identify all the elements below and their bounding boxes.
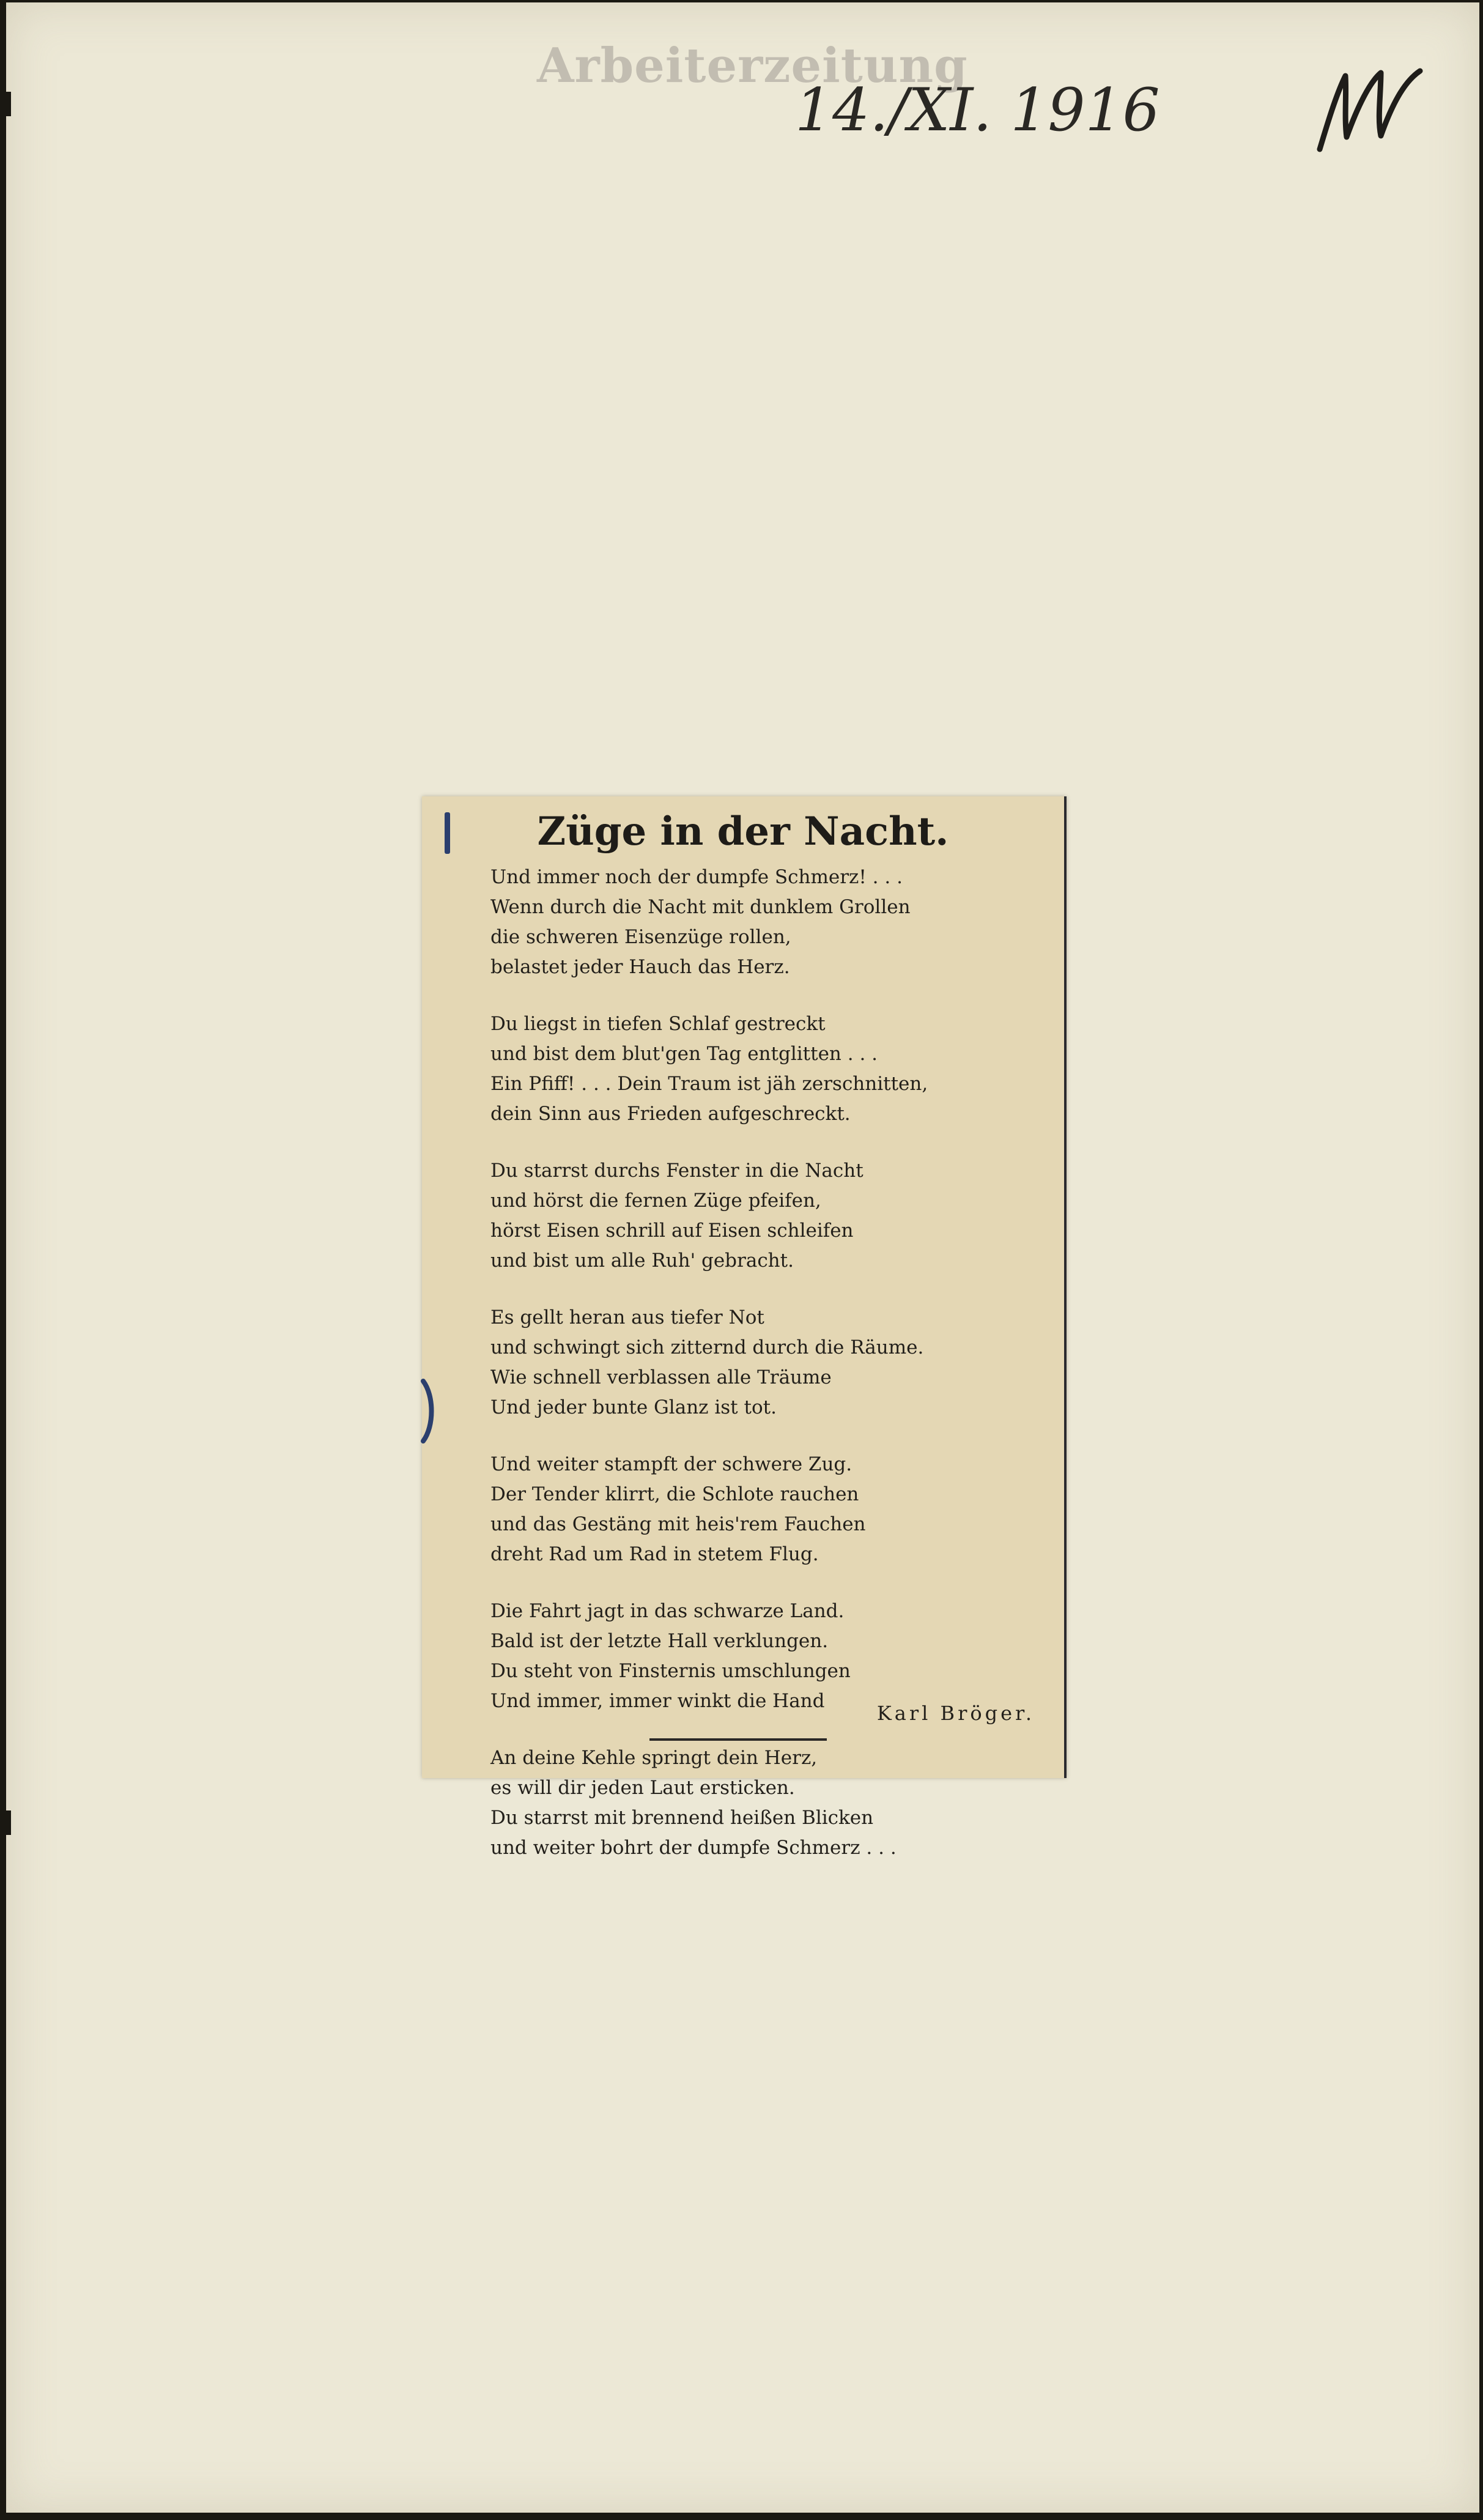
poem-line: Wenn durch die Nacht mit dunklem Grollen [490,896,911,918]
poem-body [490,862,1059,1890]
stanza-2 [490,1009,1059,1129]
poem-line: Und jeder bunte Glanz ist tot. [490,1396,777,1418]
poem-line: Du liegst in tiefen Schlaf gestreckt [490,1013,826,1035]
poem-line: Und weiter stampft der schwere Zug. [490,1453,852,1475]
poem-line: Und immer, immer winkt die Hand [490,1690,825,1712]
stanza-1 [490,862,1059,982]
stanza-3 [490,1156,1059,1276]
poem-line: dein Sinn aus Frieden aufgeschreckt. [490,1103,851,1125]
newspaper-clipping [422,796,1067,1859]
stanza-6 [490,1596,1059,1716]
poem-line: hörst Eisen schrill auf Eisen schleifen [490,1220,854,1242]
binding-notch-top [0,92,11,116]
poem-line: Du starrst durchs Fenster in die Nacht [490,1160,864,1182]
poem-line: es will dir jeden Laut ersticken. [490,1777,795,1799]
closing-rule [649,1738,827,1741]
poem-line: und das Gestäng mit heis'rem Fauchen [490,1513,866,1535]
poem-line: Du steht von Finsternis umschlungen [490,1660,851,1682]
poem-line: Und immer noch der dumpfe Schmerz! . . . [490,866,903,888]
poem-author: Karl Bröger. [876,1702,1035,1725]
poem-line: Die Fahrt jagt in das schwarze Land. [490,1600,845,1622]
blue-ink-bracket [420,1377,438,1445]
poem-line: belastet jeder Hauch das Herz. [490,956,790,978]
poem-line: Es gellt heran aus tiefer Not [490,1306,764,1329]
poem-line: Bald ist der letzte Hall verklungen. [490,1630,829,1652]
archive-sheet [6,2,1479,2513]
stanza-4 [490,1303,1059,1423]
poem-title: Züge in der Nacht. [537,809,949,854]
stanza-7 [490,1743,1059,1863]
poem-line: Du starrst mit brennend heißen Blicken [490,1807,874,1829]
poem-line: und weiter bohrt der dumpfe Schmerz . . . [490,1837,897,1859]
handwritten-initials-mark [1309,57,1431,161]
poem-line: und bist um alle Ruh' gebracht. [490,1250,794,1272]
poem-line: Wie schnell verblassen alle Träume [490,1366,832,1388]
poem-line: und schwingt sich zitternd durch die Räume. [490,1336,924,1358]
poem-line: und bist dem blut'gen Tag entglitten . . . [490,1043,878,1065]
newspaper-stamp: Arbeiterzeitung [537,38,968,94]
stanza-5 [490,1450,1059,1569]
poem-line: An deine Kehle springt dein Herz, [490,1747,818,1769]
poem-line: Ein Pfiff! . . . Dein Traum ist jäh zerschnitten, [490,1073,928,1095]
handwritten-date: 14./XI. 1916 [795,76,1160,144]
poem-line: Der Tender klirrt, die Schlote rauchen [490,1483,859,1505]
poem-line: die schweren Eisenzüge rollen, [490,926,791,948]
binding-notch-bottom [0,1810,11,1835]
poem-line: und hörst die fernen Züge pfeifen, [490,1190,821,1212]
poem-line: dreht Rad um Rad in stetem Flug. [490,1543,819,1565]
